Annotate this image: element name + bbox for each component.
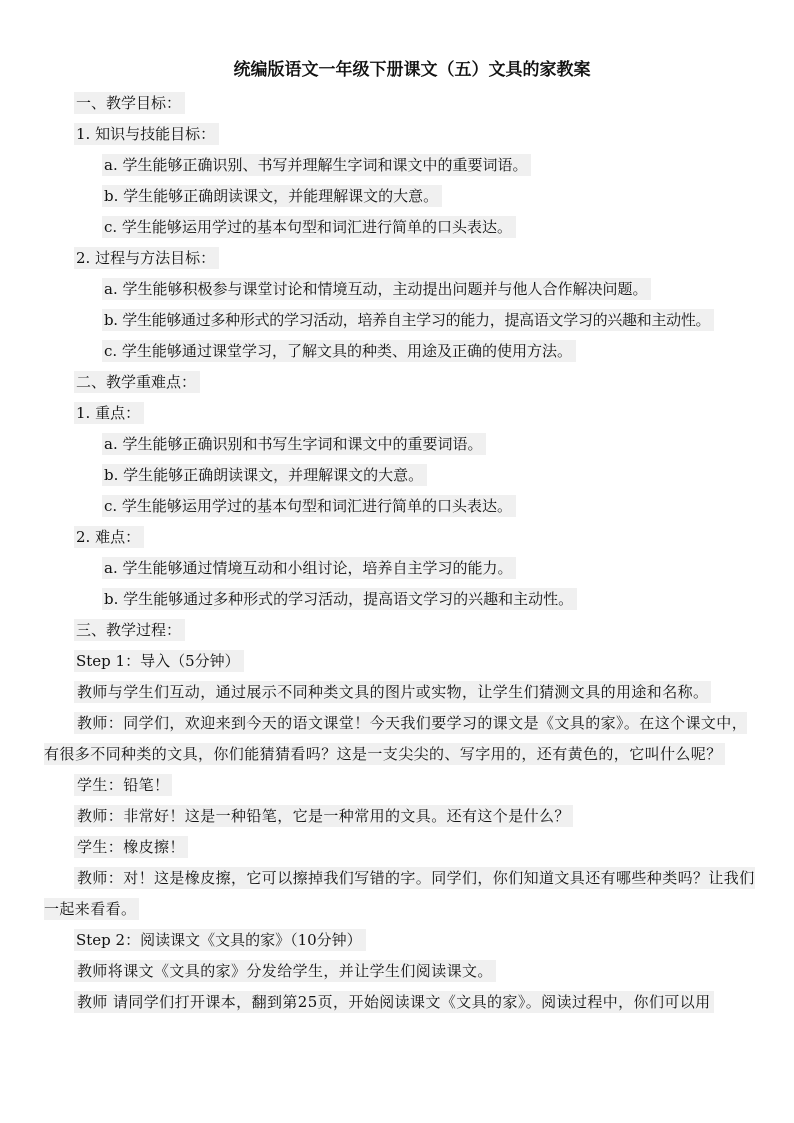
- list-item-text: a. 学生能够正确识别和书写生字词和课文中的重要词语。: [102, 433, 486, 455]
- subsection-heading-text: 1. 知识与技能目标：: [74, 123, 219, 145]
- list-item: [44, 584, 760, 615]
- step-heading-text: Step 1：导入（5分钟）: [74, 650, 244, 672]
- paragraph: [44, 956, 760, 987]
- paragraph-text: 教师与学生们互动，通过展示不同种类文具的图片或实物，让学生们猜测文具的用途和名称。: [74, 681, 711, 703]
- list-item-text: b. 学生能够正确朗读课文，并理解课文的大意。: [102, 464, 427, 486]
- section-heading: [44, 367, 760, 398]
- subsection-heading: [44, 522, 760, 553]
- paragraph: [44, 708, 760, 770]
- paragraph-text: 教师：同学们，欢迎来到今天的语文课堂！今天我们要学习的课文是《文具的家》。在这个课文中，有很多不同种类的文具，你们能猜猜看吗？这是一支尖尖的、写字用的，还有黄色的，它叫什么呢？: [44, 714, 748, 763]
- list-item-text: c. 学生能够通过课堂学习，了解文具的种类、用途及正确的使用方法。: [102, 340, 576, 362]
- paragraph: [44, 801, 760, 832]
- subsection-heading: [44, 119, 760, 150]
- list-item: [44, 460, 760, 491]
- paragraph-text: 教师将课文《文具的家》分发给学生，并让学生们阅读课文。: [74, 960, 496, 982]
- subsection-heading-text: 2. 过程与方法目标：: [74, 247, 219, 269]
- subsection-heading-text: 2. 难点：: [74, 526, 144, 548]
- step-heading: [44, 646, 760, 677]
- list-item: [44, 336, 760, 367]
- list-item-text: a. 学生能够积极参与课堂讨论和情境互动，主动提出问题并与他人合作解决问题。: [102, 278, 651, 300]
- section-heading-text: 二、教学重难点：: [74, 371, 200, 393]
- list-item-text: b. 学生能够通过多种形式的学习活动，培养自主学习的能力，提高语文学习的兴趣和主动性。: [102, 309, 714, 331]
- paragraph: [44, 863, 760, 925]
- paragraph: [44, 770, 760, 801]
- section-heading: [44, 615, 760, 646]
- subsection-heading: [44, 398, 760, 429]
- paragraph-text: 学生：铅笔！: [74, 774, 172, 796]
- section-heading-text: 三、教学过程：: [74, 619, 185, 641]
- subsection-heading: [44, 243, 760, 274]
- list-item: [44, 553, 760, 584]
- step-heading-text: Step 2：阅读课文《文具的家》（10分钟）: [74, 929, 366, 951]
- list-item-text: b. 学生能够通过多种形式的学习活动，提高语文学习的兴趣和主动性。: [102, 588, 577, 610]
- list-item-text: b. 学生能够正确朗读课文，并能理解课文的大意。: [102, 185, 442, 207]
- document-title: 统编版语文一年级下册课文（五）文具的家教案: [233, 60, 591, 80]
- list-item: [44, 305, 760, 336]
- step-heading: [44, 925, 760, 956]
- list-item-text: c. 学生能够运用学过的基本句型和词汇进行简单的口头表达。: [102, 216, 516, 238]
- list-item-text: a. 学生能够通过情境互动和小组讨论，培养自主学习的能力。: [102, 557, 516, 579]
- paragraph: [44, 677, 760, 708]
- list-item: [44, 491, 760, 522]
- paragraph-text: 教师 请同学们打开课本，翻到第25页，开始阅读课文《文具的家》。阅读过程中，你们可以用: [74, 991, 714, 1013]
- list-item: [44, 150, 760, 181]
- list-item: [44, 274, 760, 305]
- list-item: [44, 181, 760, 212]
- paragraph: [44, 987, 760, 1018]
- paragraph-text: 教师：对！这是橡皮擦，它可以擦掉我们写错的字。同学们，你们知道文具还有哪些种类吗？让我们一起来看看。: [44, 869, 755, 918]
- paragraph-text: 学生：橡皮擦！: [74, 836, 188, 858]
- list-item: [44, 429, 760, 460]
- paragraph: [44, 832, 760, 863]
- paragraph-text: 教师：非常好！这是一种铅笔，它是一种常用的文具。还有这个是什么？: [74, 805, 573, 827]
- list-item-text: c. 学生能够运用学过的基本句型和词汇进行简单的口头表达。: [102, 495, 516, 517]
- section-heading-text: 一、教学目标：: [74, 92, 185, 114]
- list-item: [44, 212, 760, 243]
- subsection-heading-text: 1. 重点：: [74, 402, 144, 424]
- section-heading: [44, 88, 760, 119]
- list-item-text: a. 学生能够正确识别、书写并理解生字词和课文中的重要词语。: [102, 154, 531, 176]
